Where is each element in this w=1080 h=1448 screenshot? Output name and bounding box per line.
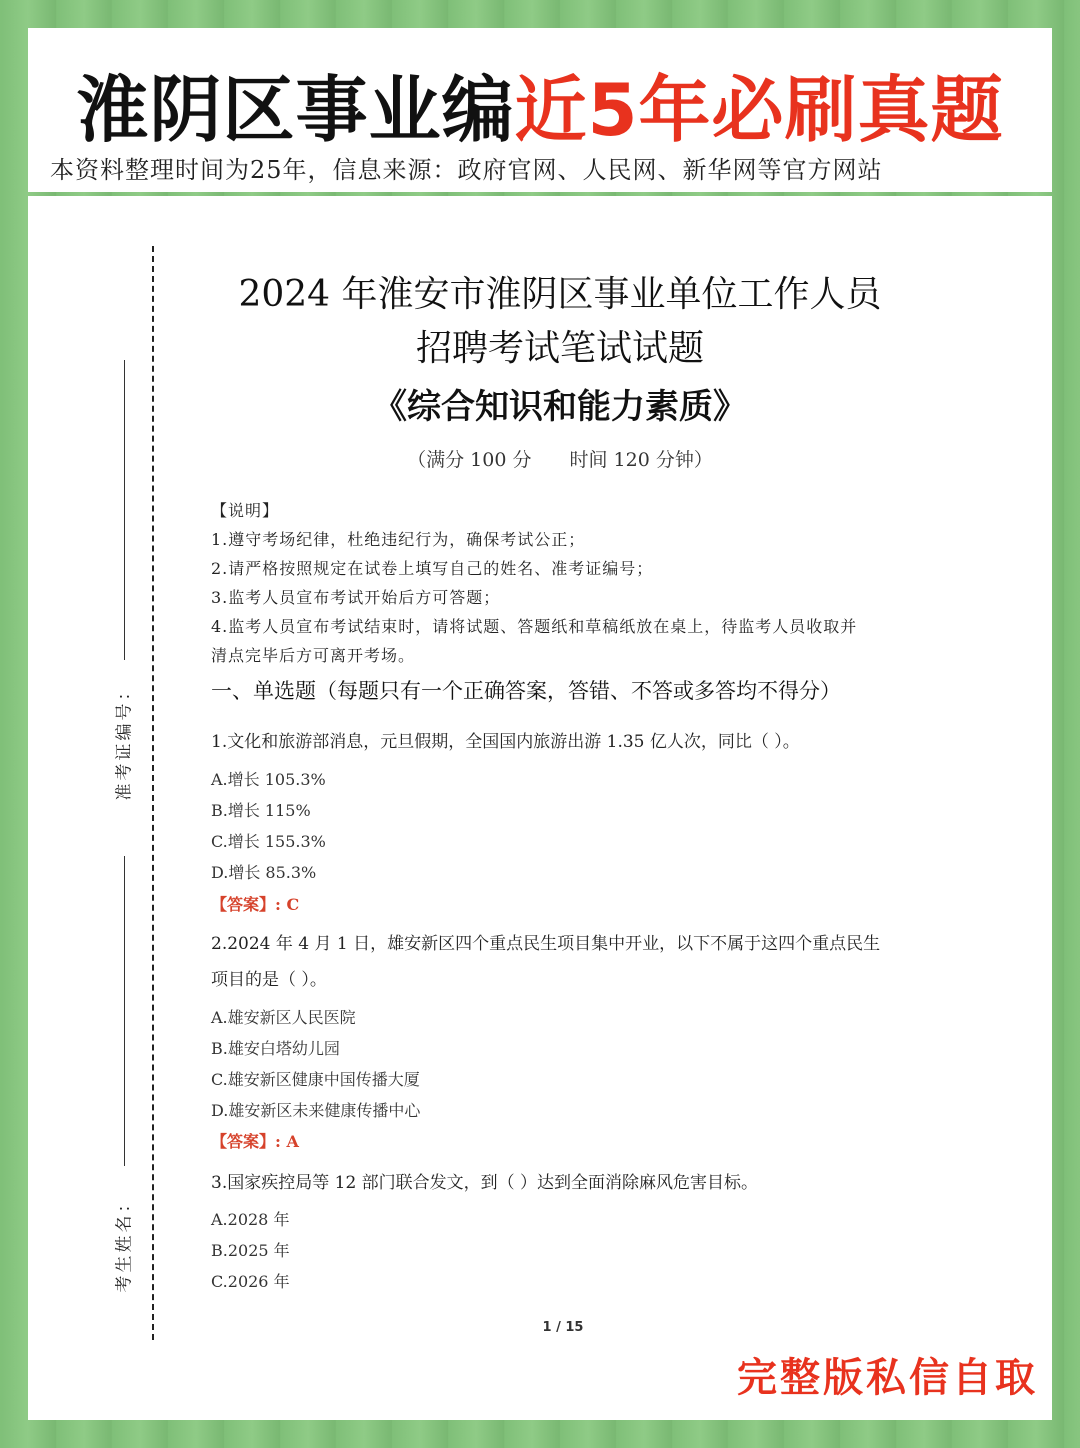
banner-title-black: 淮阴区事业编 [76, 68, 515, 152]
banner-subtitle: 本资料整理时间为25年，信息来源：政府官网、人民网、新华网等官方网站 [50, 156, 883, 184]
exam-paper [28, 196, 1052, 1420]
question-3-option: B.2025 年 [211, 1241, 290, 1260]
candidate-name-label: 考生姓名： [114, 1192, 135, 1293]
question-1-option: B.增长 115% [211, 801, 311, 820]
question-1-option: D.增长 85.3% [211, 863, 317, 882]
instruction-item: 2.请严格按照规定在试卷上填写自己的姓名、准考证编号； [211, 559, 654, 578]
question-2-option: D.雄安新区未来健康传播中心 [211, 1101, 421, 1120]
paper-title-line2: 招聘考试笔试试题 [415, 328, 704, 369]
score-time-info: （满分 100 分 时间 120 分钟） [407, 449, 713, 471]
banner-title [28, 68, 1052, 152]
banner-title-red: 近5年必刷真题 [514, 68, 1004, 152]
instruction-item: 1.遵守考场纪律，杜绝违纪行为，确保考试公正； [211, 530, 586, 549]
question-2-answer: 【答案】: A [211, 1132, 299, 1151]
question-3-stem: 3.国家疾控局等 12 部门联合发文，到（ ）达到全面消除麻风危害目标。 [211, 1173, 759, 1193]
exam-id-label: 准考证编号： [114, 680, 135, 801]
instruction-item: 4.监考人员宣布考试结束时，请将试题、答题纸和草稿纸放在桌上，待监考人员收取并 [211, 617, 858, 636]
cta-text: 完整版私信自取 [737, 1355, 1038, 1401]
question-2-option: C.雄安新区健康中国传播大厦 [211, 1070, 420, 1089]
section-title: 一、单选题（每题只有一个正确答案，答错、不答或多答均不得分） [211, 679, 841, 703]
instruction-item: 清点完毕后方可离开考场。 [211, 646, 416, 665]
question-2-stem-line2: 项目的是（ ）。 [211, 970, 327, 990]
question-1-stem: 1.文化和旅游部消息，元旦假期，全国国内旅游出游 1.35 亿人次，同比（ ）。 [211, 732, 800, 752]
header-banner [28, 28, 1052, 192]
question-3-option: A.2028 年 [211, 1210, 290, 1229]
question-2-stem-line1: 2.2024 年 4 月 1 日，雄安新区四个重点民生项目集中开业，以下不属于这四个重点民生 [211, 934, 881, 954]
paper-title-line1: 2024 年淮安市淮阴区事业单位工作人员 [238, 274, 882, 315]
instructions [211, 496, 931, 670]
question-2-option: B.雄安白塔幼儿园 [211, 1039, 340, 1058]
instruction-item: 3.监考人员宣布考试开始后方可答题； [211, 588, 501, 607]
name-fill-line [124, 856, 125, 1166]
paper-subject: 《综合知识和能力素质》 [373, 387, 747, 427]
page-indicator: 1 / 15 [542, 1320, 584, 1335]
question-1-option: C.增长 155.3% [211, 832, 326, 851]
question-2-option: A.雄安新区人民医院 [211, 1008, 356, 1027]
question-3-option: C.2026 年 [211, 1272, 290, 1291]
question-1-answer: 【答案】: C [211, 895, 300, 914]
question-1-option: A.增长 105.3% [211, 770, 326, 789]
instructions-heading: 【说明】 [211, 501, 280, 520]
